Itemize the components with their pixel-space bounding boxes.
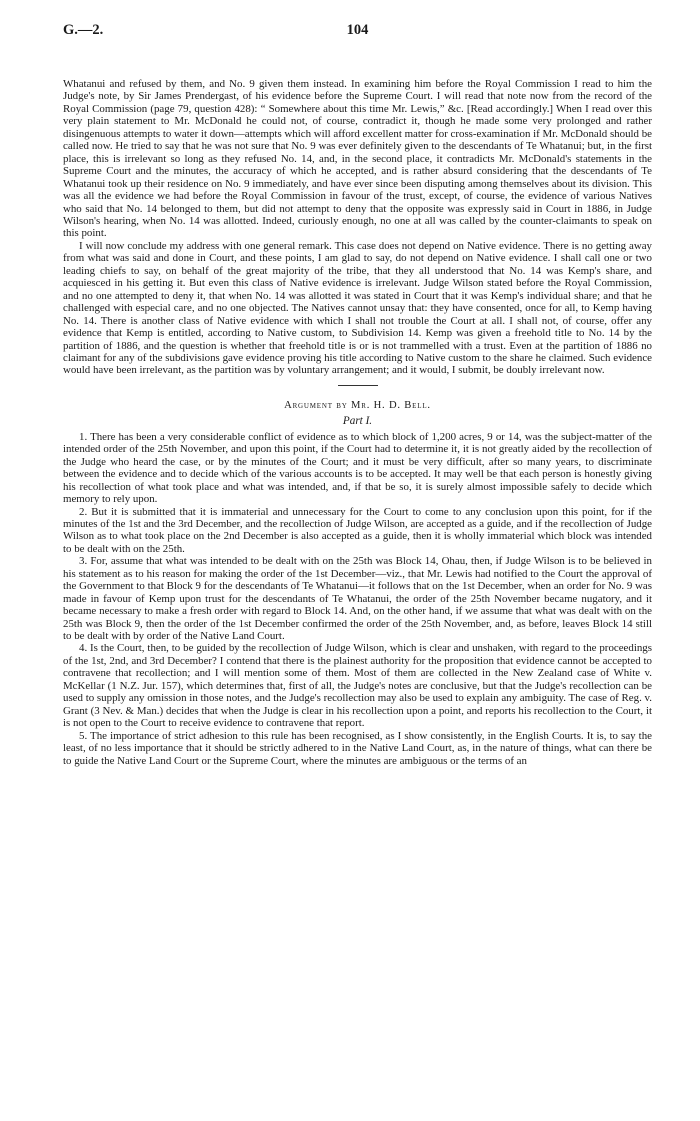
numbered-paragraph-4: 4. Is the Court, then, to be guided by the recollection of Judge Wilson, which is clear and unshaken, with regard to the proceedings of the 1st, 2nd, and 3rd December? I contend that there is the plainest authority for the proposition that evidence cannot be accepted to contravene that recollection; and I will mention some of them. Most of them are collected in the New Zealand case of White v. McKellar (1 N.Z. Jur. 157), which determines that, first of all, the Judge's notes are conclusive, but that the Judge's recollection can be used to supply any omission in those notes, and the Judge's recollection may also be used to explain any ambiguity. The case of Reg. v. Grant (3 Nev. & Man.) decides that when the Judge is clear in his recollection upon a point, and reports his recollection to the Court, it is not open to the Court to receive evidence to contravene that report. [63,642,652,730]
section-divider [338,385,378,386]
numbered-paragraph-3: 3. For, assume that what was intended to be dealt with on the 25th was Block 14, Ohau, then, if Judge Wilson is to be believed in his statement as to his reason for making the order of the 1st December—viz., that Mr. Lewis had notified to the Court the approval of the Government to that Block 9 for the descendants of Te Whatanui—it follows that on the 1st December, when an order for No. 9 was made in favour of Kemp upon trust for the descendants of Te Whatanui, the order of the 25th November became nugatory, and it became necessary to make a fresh order with regard to Block 14. And, on the other hand, if we assume that what was dealt with on the 25th was Block 9, then the order of the 1st December confirmed the order of the 25th November, and, as before, leaves Block 14 still to be dealt with by order of the Native Land Court. [63,555,652,643]
argument-heading: Argument by Mr. H. D. Bell. [284,399,431,411]
running-header [63,20,652,46]
document-body [63,78,652,767]
page-number: 104 [346,22,369,38]
document-reference: G.—2. [63,22,104,38]
numbered-paragraph-1: 1. There has been a very considerable conflict of evidence as to which block of 1,200 acres, 9 or 14, was the subject-matter of the intended order of the 25th November, and upon this point, if the Court had to determine it, it is not greatly aided by the recollection of the Judge who heard the case, or by the minutes of the Court; and it must be very difficult, after so many years, to discriminate between the evidence and to decide which of the various accounts is to be accepted. It may well be that each person is honestly giving his recollection of what took place and what was intended, and, if that be so, it is surely almost impossible safely to decide which memory to rely upon. [63,430,652,506]
paragraph-continued: Whatanui and refused by them, and No. 9 given them instead. In examining him before the Royal Commission I read to him the Judge's note, by Sir James Prendergast, of his evidence before the Supreme Court. I will read that note now from the record of the Royal Commission (page 79, question 428): “ Somewhere about this time Mr. Lewis,” &c. [Read accordingly.] When I read over this very plain statement to Mr. McDonald he could not, of course, contradict it, though he made some very prolonged and rather disingenuous attempts to water it down—attempts which will afford excellent matter for cross-examination if Mr. McDonald should be called now. He tried to say that he was not sure that No. 9 was ever definitely given to the descendants of Te Whatanui; but, in the first place, this is irrelevant so long as they refused No. 14, and, in the second place, it contradicts Mr. McDonald's statements in the Supreme Court and the minutes, the accuracy of which he accepted, and is rather absurd considering that the descendants of Te Whatanui took up their residence on No. 9 immediately, and have ever since been disputing among themselves about its division. This was all the evidence we had before the Royal Commission in favour of the trust, except, of course, the evidence of various Natives who said that No. 14 belonged to them, but did not attempt to deny that the opposite was expressly said in Court in 1886, in Judge Wilson's hearing, when No. 14 was allotted. Indeed, curiously enough, no one at all was called by the counter-claimants to speak on this point. [63,78,652,240]
part-heading: Part I. [342,415,373,428]
paragraph-concluding-remark: I will now conclude my address with one general remark. This case does not depend on Native evidence. There is no getting away from what was said and done in Court, and these points, I am glad to say, do not depend on Native evidence. I shall call one or two leading chiefs to say, on behalf of the great majority of the tribe, that they all understood that No. 14 was Kemp's share, and acquiesced in his getting it. But even this class of Native evidence is irrelevant. Judge Wilson stated before the Royal Commission, and no one attempted to deny it, that when No. 14 was allotted it was stated in Court that it was Kemp's individual share; and that he challenged with especial care, and no one objected. The Natives cannot unsay that: they have consented, once for all, to Kemp having No. 14. There is another class of Native evidence with which I shall not trouble the Court at all. I shall not, of course, offer any evidence that Kemp is entitled, according to Native custom, to Subdivision 14. Kemp was given a freehold title to No. 14 by the partition of 1886, and the question is whether that freehold title is or is not trammelled with a trust. Even at the partition of 1886 no claimant for any of the subdivisions gave evidence proving his title according to Native custom to the share he claimed. Such evidence would have been irrelevant, as the partition was by voluntary arrangement; and it would, I submit, be doubly irrelevant now. [63,239,652,377]
numbered-paragraph-5: 5. The importance of strict adhesion to this rule has been recognised, as I show consistently, in the English Courts. It is, to say the least, of no less importance that it should be strictly adhered to in the Native Land Court, as, in the nature of things, what can there be to guide the Native Land Court or the Supreme Court, where the minutes are ambiguous or the terms of an [63,729,652,767]
numbered-paragraph-2: 2. But it is submitted that it is immaterial and unnecessary for the Court to come to any conclusion upon this point, for if the minutes of the 1st and the 3rd December, and the recollection of Judge Wilson, are accepted as a guide, and if the recollection of Judge Wilson as to what took place on the 2nd December is also accepted as a guide, then it is wholly immaterial which block was intended to be dealt with on the 25th. [63,505,652,555]
